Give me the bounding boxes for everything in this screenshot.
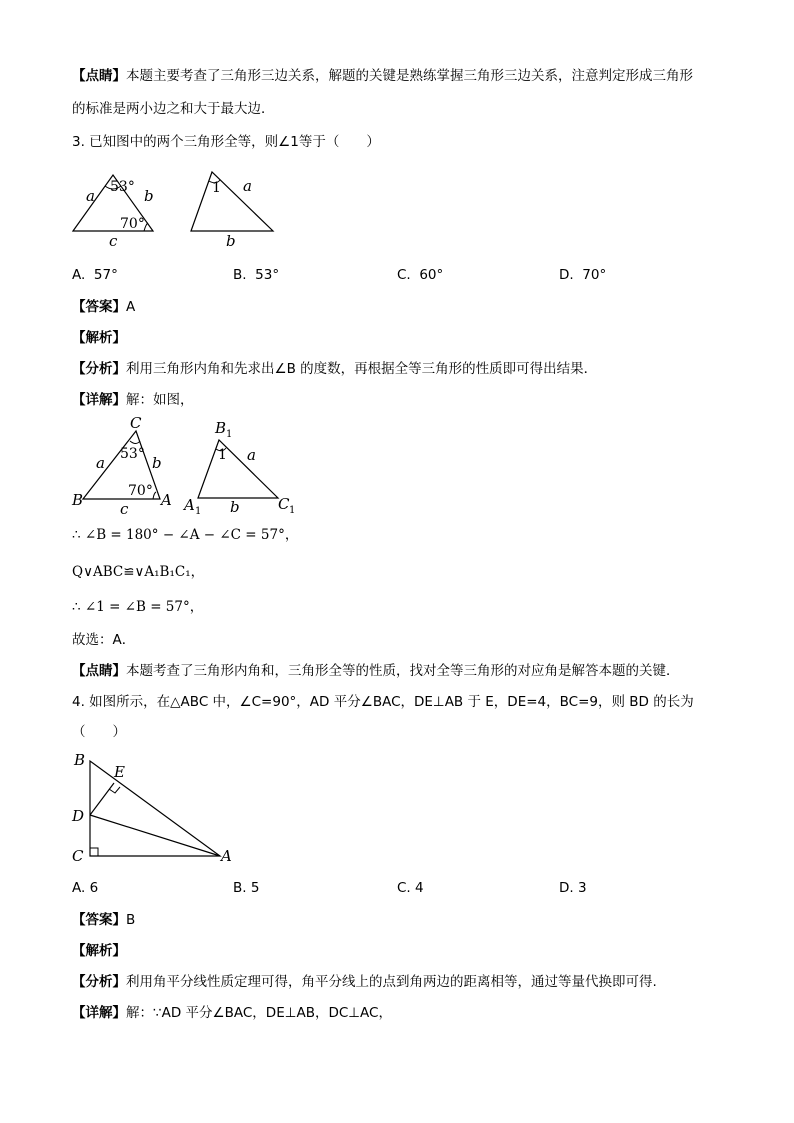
q3d-label-C1: C xyxy=(278,495,290,513)
q3-label-c: c xyxy=(109,232,118,250)
q3d-arc-right xyxy=(153,492,156,499)
q3-option-c: C. 60° xyxy=(397,267,444,283)
prev-note-text1: 本题主要考查了三角形三边关系，解题的关键是熟练掌握三角形三边关系，注意判定形成三角形 xyxy=(126,68,693,84)
q4-triangle xyxy=(90,761,220,856)
q3d-label-C: C xyxy=(130,414,142,432)
prev-note-line1 xyxy=(72,66,693,86)
q3d-label-a2: a xyxy=(247,446,256,464)
q3-label-b2: b xyxy=(226,232,236,250)
q4-analysis: 【分析】利用角平分线性质定理可得，角平分线上的点到角两边的距离相等，通过等量代换即可得. xyxy=(72,974,657,990)
q3d-arc-top xyxy=(130,441,140,444)
q4-paren: （ ） xyxy=(72,724,126,740)
q3-label-53: 53° xyxy=(110,179,135,195)
q4-bisector-AD xyxy=(90,815,220,856)
q3d-label-A1: A xyxy=(184,496,195,514)
q3-label-70: 70° xyxy=(120,216,145,232)
q4-label-E: E xyxy=(114,763,125,781)
q3-figure xyxy=(60,160,290,250)
q3-step3: ∴ ∠1 = ∠B = 57°， xyxy=(72,599,204,615)
q3-option-b: B. 53° xyxy=(233,267,280,283)
q3d-label-a: a xyxy=(96,454,105,472)
q4-option-c: C. 4 xyxy=(397,880,424,896)
q4-answer: 【答案】B xyxy=(72,912,136,928)
q3-stem: 3. 已知图中的两个三角形全等，则∠1等于（ ） xyxy=(72,134,380,150)
q3-jiexi: 【解析】 xyxy=(72,330,126,346)
q4-figure xyxy=(60,745,260,870)
q3d-label-70: 70° xyxy=(128,483,153,499)
q3d-label-B1: B xyxy=(215,419,227,437)
q4-detail: 【详解】解：∵AD 平分∠BAC，DE⊥AB，DC⊥AC， xyxy=(72,1005,392,1021)
q3-choose: 故选：A． xyxy=(72,632,136,648)
q3-step1: ∴ ∠B = 180° − ∠A − ∠C = 57°， xyxy=(72,527,299,543)
q3-label-a2: a xyxy=(243,177,252,195)
q3d-triangle-right xyxy=(198,440,278,498)
prev-note-line2: 的标准是两小边之和大于最大边． xyxy=(72,101,275,117)
q4-right-angle-C xyxy=(90,848,98,856)
q3-note: 【点睛】本题考查了三角形内角和，三角形全等的性质，找对全等三角形的对应角是解答本题的关键． xyxy=(72,663,680,679)
q3-option-d: D. 70° xyxy=(559,267,607,283)
q3-label-1: 1 xyxy=(212,180,221,196)
q4-option-b: B. 5 xyxy=(233,880,260,896)
q4-stem: 4. 如图所示，在△ABC 中，∠C=90°，AD 平分∠BAC，DE⊥AB 于 E，DE=4，BC=9，则 BD 的长为 xyxy=(72,694,694,710)
q3-label-b: b xyxy=(144,187,154,205)
q3-triangle-right xyxy=(191,172,273,231)
q3d-label-1: 1 xyxy=(218,447,227,463)
q3d-label-c: c xyxy=(120,500,129,518)
q3d-label-A1-sub: 1 xyxy=(195,506,202,517)
q3-detail: 【详解】解：如图， xyxy=(72,392,194,408)
q3-answer: 【答案】A xyxy=(72,299,136,315)
q3d-label-b2: b xyxy=(230,498,240,516)
q4-label-B: B xyxy=(74,751,86,769)
q4-label-C: C xyxy=(72,847,84,865)
q3-label-a: a xyxy=(86,187,95,205)
q3d-label-B1-sub: 1 xyxy=(226,429,233,440)
q4-option-d: D. 3 xyxy=(559,880,587,896)
q3-analysis: 【分析】利用三角形内角和先求出∠B 的度数，再根据全等三角形的性质即可得出结果． xyxy=(72,361,598,377)
q3d-label-A: A xyxy=(161,491,172,509)
q4-label-D: D xyxy=(72,807,85,825)
q4-option-a: A. 6 xyxy=(72,880,99,896)
q3-detail-figure xyxy=(60,410,310,520)
q3d-label-b: b xyxy=(152,454,162,472)
prev-note-tag: 【点睛】 xyxy=(72,68,126,84)
q3d-label-C1-sub: 1 xyxy=(289,505,296,516)
q4-jiexi: 【解析】 xyxy=(72,943,126,959)
q3d-label-53: 53° xyxy=(120,446,145,462)
q3d-label-B: B xyxy=(72,491,84,509)
q4-label-A: A xyxy=(221,847,232,865)
q3-step2: Q∨ABC≌∨A₁B₁C₁， xyxy=(72,564,205,580)
q3-option-a: A. 57° xyxy=(72,267,118,283)
q4-perpendicular-DE xyxy=(90,783,114,815)
